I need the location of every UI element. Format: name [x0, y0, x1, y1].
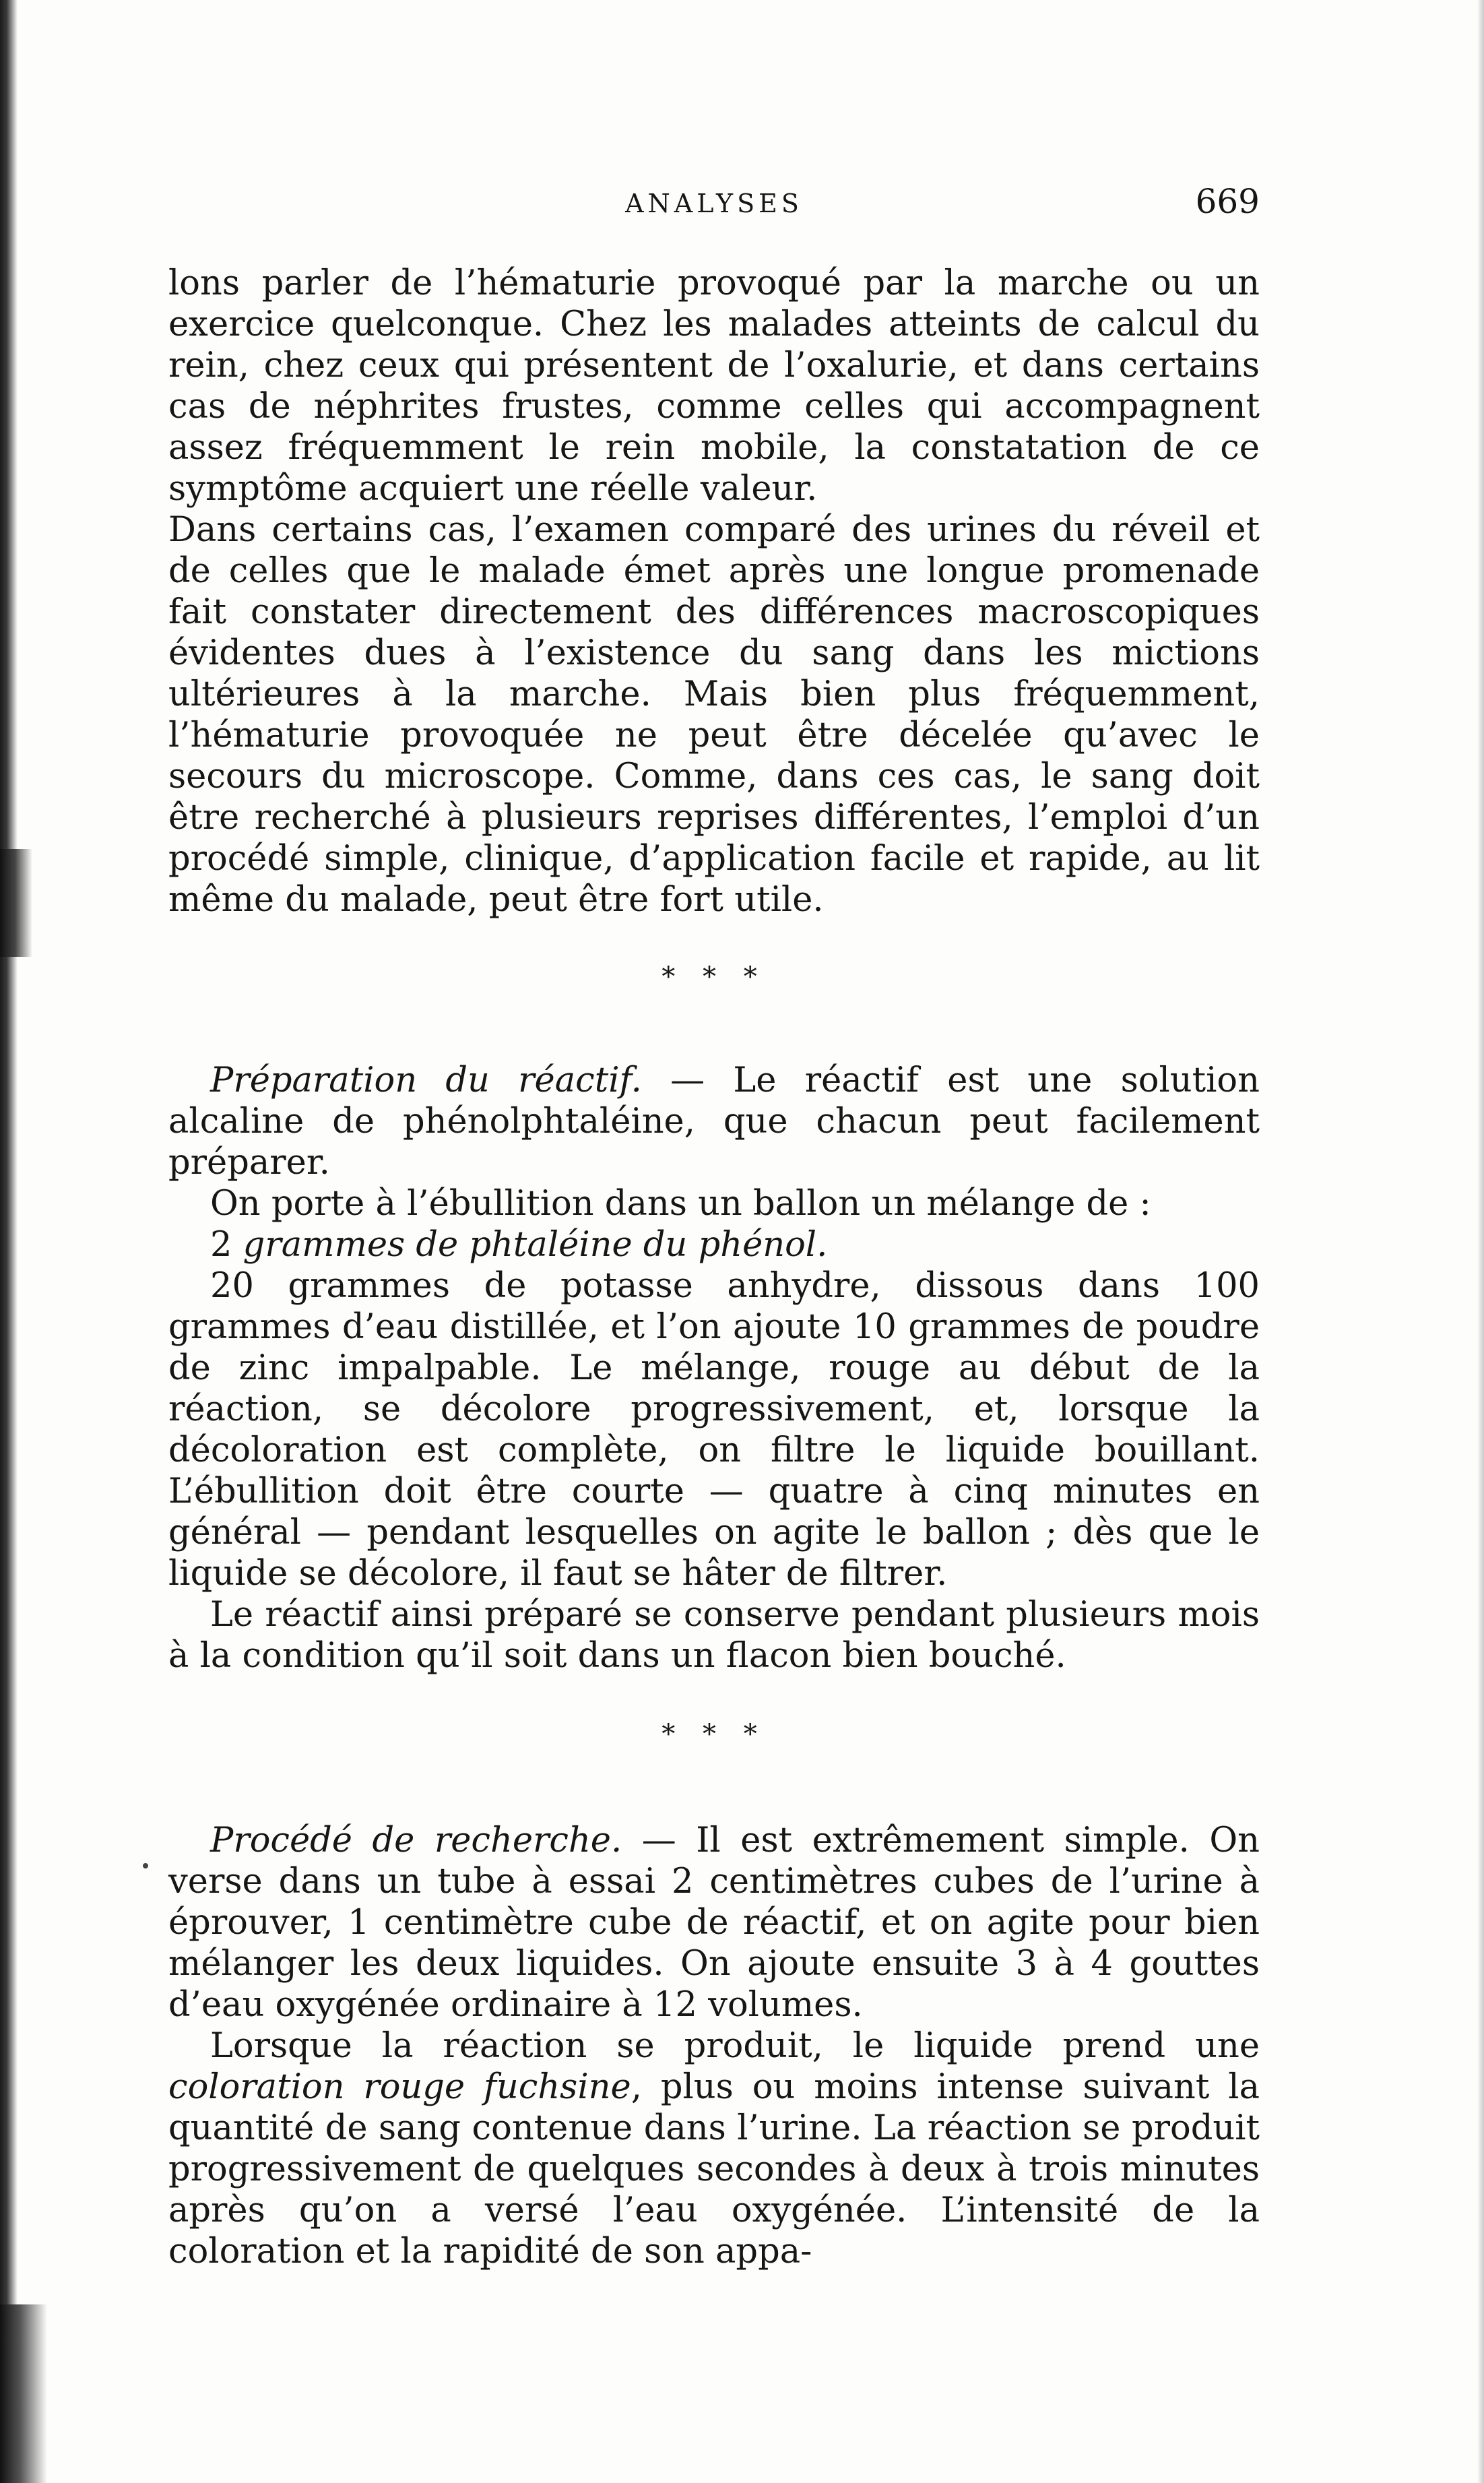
paragraph-text: , plus ou moins intense suivant la quantité de sang contenue dans l’urine. La réaction se produit progressivement de quelques secondes à deux à trois minutes après qu’on a versé l’eau oxygénée. L’intensité de la coloration et la rapidité de son appa- — [168, 2067, 1260, 2271]
paragraph-text: Le réactif est une solution alcaline de phénolphtaléine, que chacun peut facilement préparer. — [168, 1061, 1260, 1183]
heading-dash: — — [641, 1061, 734, 1100]
paragraph-potasse: 20 grammes de potasse anhydre, dissous dans 100 grammes d’eau distillée, et l’on ajoute 10 grammes de poudre de zinc impalpable. Le mélange, rouge au début de la réaction, se décolore progressivement, et, lorsque la décoloration est complète, on filtre le liquide bouillant. L’ébullition doit être courte — quatre à cinq minutes en général — pendant lesquelles on agite le ballon ; dès que le liquide se décolore, il faut se hâter de filtrer. — [168, 1266, 1260, 1594]
paragraph-phtaleine — [168, 1224, 1260, 1265]
page-header — [168, 177, 1260, 224]
page-number: 669 — [1195, 182, 1260, 221]
section-heading-preparation: Préparation du réactif. — [210, 1061, 642, 1100]
section-heading-procede: Procédé de recherche. — [210, 1821, 622, 1860]
running-head: ANALYSES — [625, 189, 803, 218]
scan-speck — [143, 1863, 148, 1868]
paragraph-procede-intro — [168, 1820, 1260, 2025]
section-separator: * * * — [662, 962, 767, 993]
scan-edge-left — [0, 0, 18, 2483]
paragraph-text: Lorsque la réaction se produit, le liquide prend une — [210, 2026, 1260, 2066]
italic-text: grammes de phtaléine du phénol. — [243, 1225, 828, 1265]
paragraph-conservation: Le réactif ainsi préparé se conserve pendant plusieurs mois à la condition qu’il soit dans un flacon bien bouché. — [168, 1595, 1260, 1676]
section-procede — [168, 1820, 1260, 2272]
paragraph-continued: lons parler de l’hématurie provoqué par la marche ou un exercice quelconque. Chez les malades atteints de calcul du rein, chez ceux qui présentent de l’oxalurie, et dans certains cas de néphrites frustes, comme celles qui accompagnent assez fréquemment le rein mobile, la constatation de ce symptôme acquiert une réelle valeur. — [168, 263, 1260, 509]
paragraph-reaction — [168, 2025, 1260, 2272]
paragraph-melange: On porte à l’ébullition dans un ballon un mélange de : — [210, 1184, 1151, 1224]
page-body — [168, 263, 1260, 2272]
section-separator: * * * — [662, 1719, 767, 1750]
quantity-text: 2 — [210, 1225, 243, 1265]
scan-edge-shadow — [0, 849, 32, 957]
paragraph-preparation-intro — [168, 1060, 1260, 1183]
scan-edge-right — [1477, 0, 1484, 2483]
heading-dash: — — [622, 1821, 697, 1860]
paragraph-text: Il est extrêmement simple. On verse dans un tube à essai 2 centimètres cubes de l’urine à éprouver, 1 centimètre cube de réactif, et on agite pour bien mélanger les deux liquides. On ajoute ensuite 3 à 4 gouttes d’eau oxygénée ordinaire à 12 volumes. — [168, 1821, 1260, 2025]
italic-text: coloration rouge fuchsine — [168, 2067, 631, 2107]
paragraph-examen: Dans certains cas, l’examen comparé des urines du réveil et de celles que le malade émet après une longue promenade fait constater directement des différences macroscopiques évidentes dues à l’existence du sang dans les mictions ultérieures à la marche. Mais bien plus fréquemment, l’hématurie provoquée ne peut être décelée qu’avec le secours du microscope. Comme, dans ces cas, le sang doit être recherché à plusieurs reprises différentes, l’emploi d’un procédé simple, clinique, d’application facile et rapide, au lit même du malade, peut être fort utile. — [168, 510, 1260, 920]
scan-edge-shadow-bottom — [0, 2304, 47, 2483]
section-preparation — [168, 1060, 1260, 1676]
